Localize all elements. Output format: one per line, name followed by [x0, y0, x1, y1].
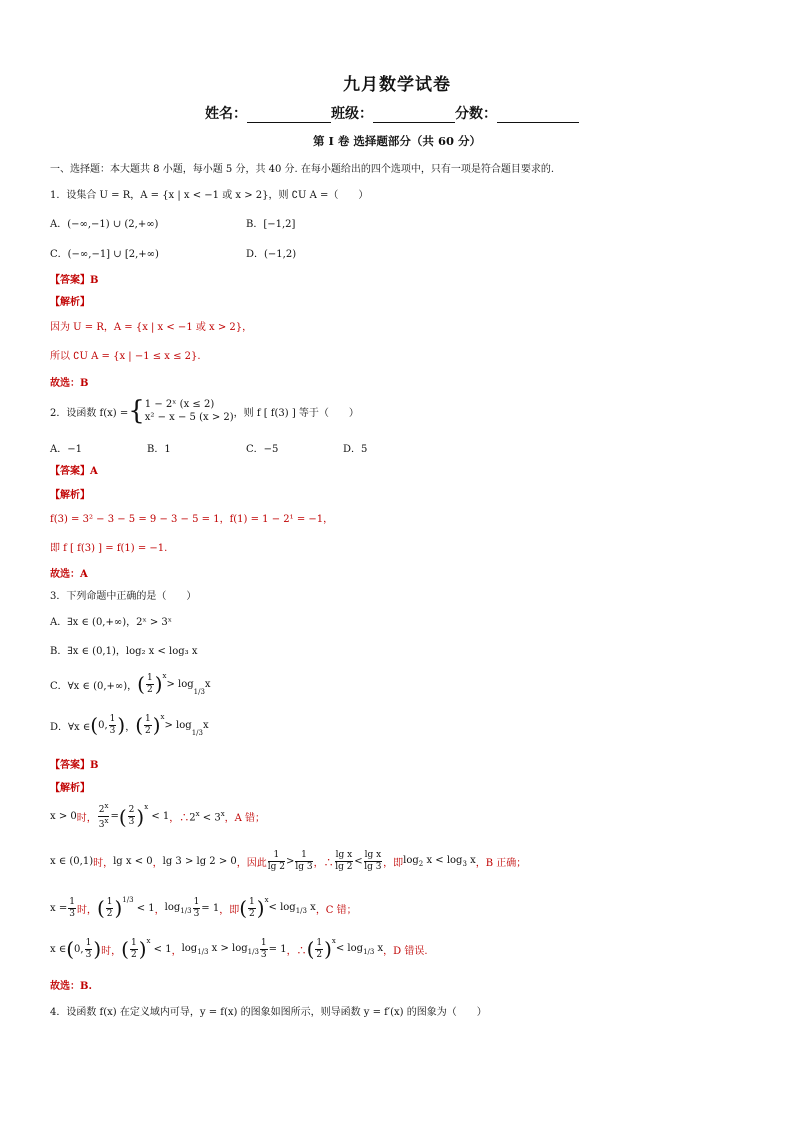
q2-option-b: B．1 — [147, 444, 171, 455]
q2-conclusion: 故选：A — [50, 569, 88, 580]
q3-solution-line1: x > 0 时， $\frac{2^x}{3^x}$ = ( $\frac{2}{3}$ ) $^x$ < 1 ，∴ $2^x < 3^x$ ，A 错； — [50, 802, 266, 830]
name-label: 姓名： — [205, 106, 247, 122]
q3-solution-line2: x ∈ (0,1) 时， lg x < 0 ， lg 3 > lg 2 > 0 ，因此 $\frac{1}{\lg 2}$ > $\frac{1}{\lg 3}$ ，∴ $\frac{\text{lg x}}{\lg 2}$ < $\frac{\text{lg x}}{\lg 3}$ ，即 $\log_2 x < \log_3 x$ ，B 正确； — [50, 850, 527, 872]
section-title: 第 I 卷 选择题部分（共 60 分） — [313, 134, 481, 148]
q2-analysis-label: 【解析】 — [50, 490, 90, 501]
q2-option-d: D．5 — [343, 444, 368, 455]
q3-option-d: D．∀x ∈ ( 0, $\frac{1}{3}$ ) ， ( $\frac{1}{2}$ ) $^x$ > log $_{1/3}$ x — [50, 713, 209, 737]
fraction-half: $\frac{1}{2}$ — [146, 672, 153, 695]
page-title: 九月数学试卷 — [343, 75, 451, 95]
q1-option-d: D．(−1,2) — [246, 249, 297, 260]
q1-analysis-label: 【解析】 — [50, 297, 90, 308]
score-label: 分数： — [455, 106, 497, 122]
q3-stem: 3．下列命题中正确的是（ ） — [50, 591, 197, 602]
q2-case1: 1 − 2ˣ (x ≤ 2) — [144, 399, 215, 410]
q1-option-c: C．(−∞,−1] ∪ [2,+∞) — [50, 249, 159, 260]
left-paren-icon: ( — [135, 713, 143, 737]
q3-solution-line4: x ∈ ( 0, $\frac{1}{3}$ ) 时， ( $\frac{1}{2}$ ) $^x$ < 1 ， $\log_{1/3} x > \log_{1/3}$ $\frac{1}{3}$ = 1 ，∴ ( $\frac{1}{2}$ ) $^x$ < $\log_{1/3} x$ ，D 错误. — [50, 937, 428, 961]
class-blank[interactable] — [373, 108, 455, 123]
q1-option-b: B．[−1,2] — [246, 219, 296, 230]
piecewise-brace-icon: { — [128, 396, 145, 426]
q2-stem — [50, 398, 359, 424]
section-intro: 一、选择题：本大题共 8 小题，每小题 5 分，共 40 分. 在每小题给出的四个选项中，只有一项是符合题目要求的. — [50, 164, 555, 175]
left-paren-icon: ( — [137, 672, 145, 696]
q3-answer: 【答案】B — [50, 760, 99, 771]
q3-option-b: B．∃x ∈ (0,1)，log₂ x < log₃ x — [50, 646, 198, 657]
q3-option-c-suffix: > log — [166, 678, 194, 690]
q2-case2: x² − x − 5 (x > 2) — [144, 412, 234, 423]
q1-answer: 【答案】B — [50, 275, 99, 286]
q2-stem-post: ，则 f [ f(3) ] 等于（ ） — [233, 407, 359, 419]
q1-conclusion: 故选：B — [50, 378, 89, 389]
q3-option-c-prefix: C．∀x ∈ (0,+∞)， — [50, 680, 138, 692]
q2-solution-line2: 即 f [ f(3) ] = f(1) = −1. — [50, 543, 168, 554]
q1-solution-line2: 所以 ∁U A = {x | −1 ≤ x ≤ 2}. — [50, 351, 201, 362]
q3-option-c: C．∀x ∈ (0,+∞)， ( $\frac{1}{2}$ ) $^x$ > log $_{1/3}$ x — [50, 672, 211, 696]
q3-option-a: A．∃x ∈ (0,+∞)，2ˣ > 3ˣ — [50, 617, 173, 628]
fraction-third: $\frac{1}{3}$ — [109, 713, 116, 736]
q2-piecewise — [145, 398, 234, 424]
q3-solution-line3: x = $\frac{1}{3}$ 时， ( $\frac{1}{2}$ ) $^{1/3}$ < 1 ， $\log_{1/3}$ $\frac{1}{3}$ = 1 ，即 ( $\frac{1}{2}$ ) $^x$ < $\log_{1/3} x$ ，C 错； — [50, 896, 357, 920]
left-paren-icon: ( — [90, 713, 99, 737]
q2-answer: 【答案】A — [50, 466, 98, 477]
student-info-row — [205, 103, 579, 123]
q2-option-a: A．−1 — [50, 444, 82, 455]
right-paren-icon: ) — [117, 713, 126, 737]
fraction-half: $\frac{1}{2}$ — [145, 713, 151, 736]
score-blank[interactable] — [497, 108, 579, 123]
q2-stem-pre: 2．设函数 f(x) = — [50, 407, 129, 419]
q3-analysis-label: 【解析】 — [50, 783, 90, 794]
q1-solution-line1: 因为 U = R，A = {x | x < −1 或 x > 2}， — [50, 322, 253, 333]
q1-option-a: A．(−∞,−1) ∪ (2,+∞) — [50, 219, 159, 230]
q2-option-c: C．−5 — [246, 444, 279, 455]
q2-solution-line1: f(3) = 3² − 3 − 5 = 9 − 3 − 5 = 1，f(1) = 1 − 2¹ = −1， — [50, 514, 334, 525]
q4-stem: 4．设函数 f(x) 在定义域内可导，y = f(x) 的图象如图所示，则导函数 y = f′(x) 的图象为（ ） — [50, 1007, 487, 1018]
q3-conclusion: 故选：B. — [50, 981, 92, 992]
right-paren-icon: ) — [154, 672, 163, 696]
class-label: 班级： — [331, 106, 373, 122]
q3-option-d-suffix: > log — [164, 719, 192, 731]
q1-stem: 1．设集合 U = R，A = {x | x < −1 或 x > 2}，则 ∁U A =（ ） — [50, 190, 369, 201]
q3-option-d-prefix: D．∀x ∈ — [50, 721, 91, 733]
right-paren-icon: ) — [152, 713, 161, 737]
name-blank[interactable] — [247, 108, 331, 123]
